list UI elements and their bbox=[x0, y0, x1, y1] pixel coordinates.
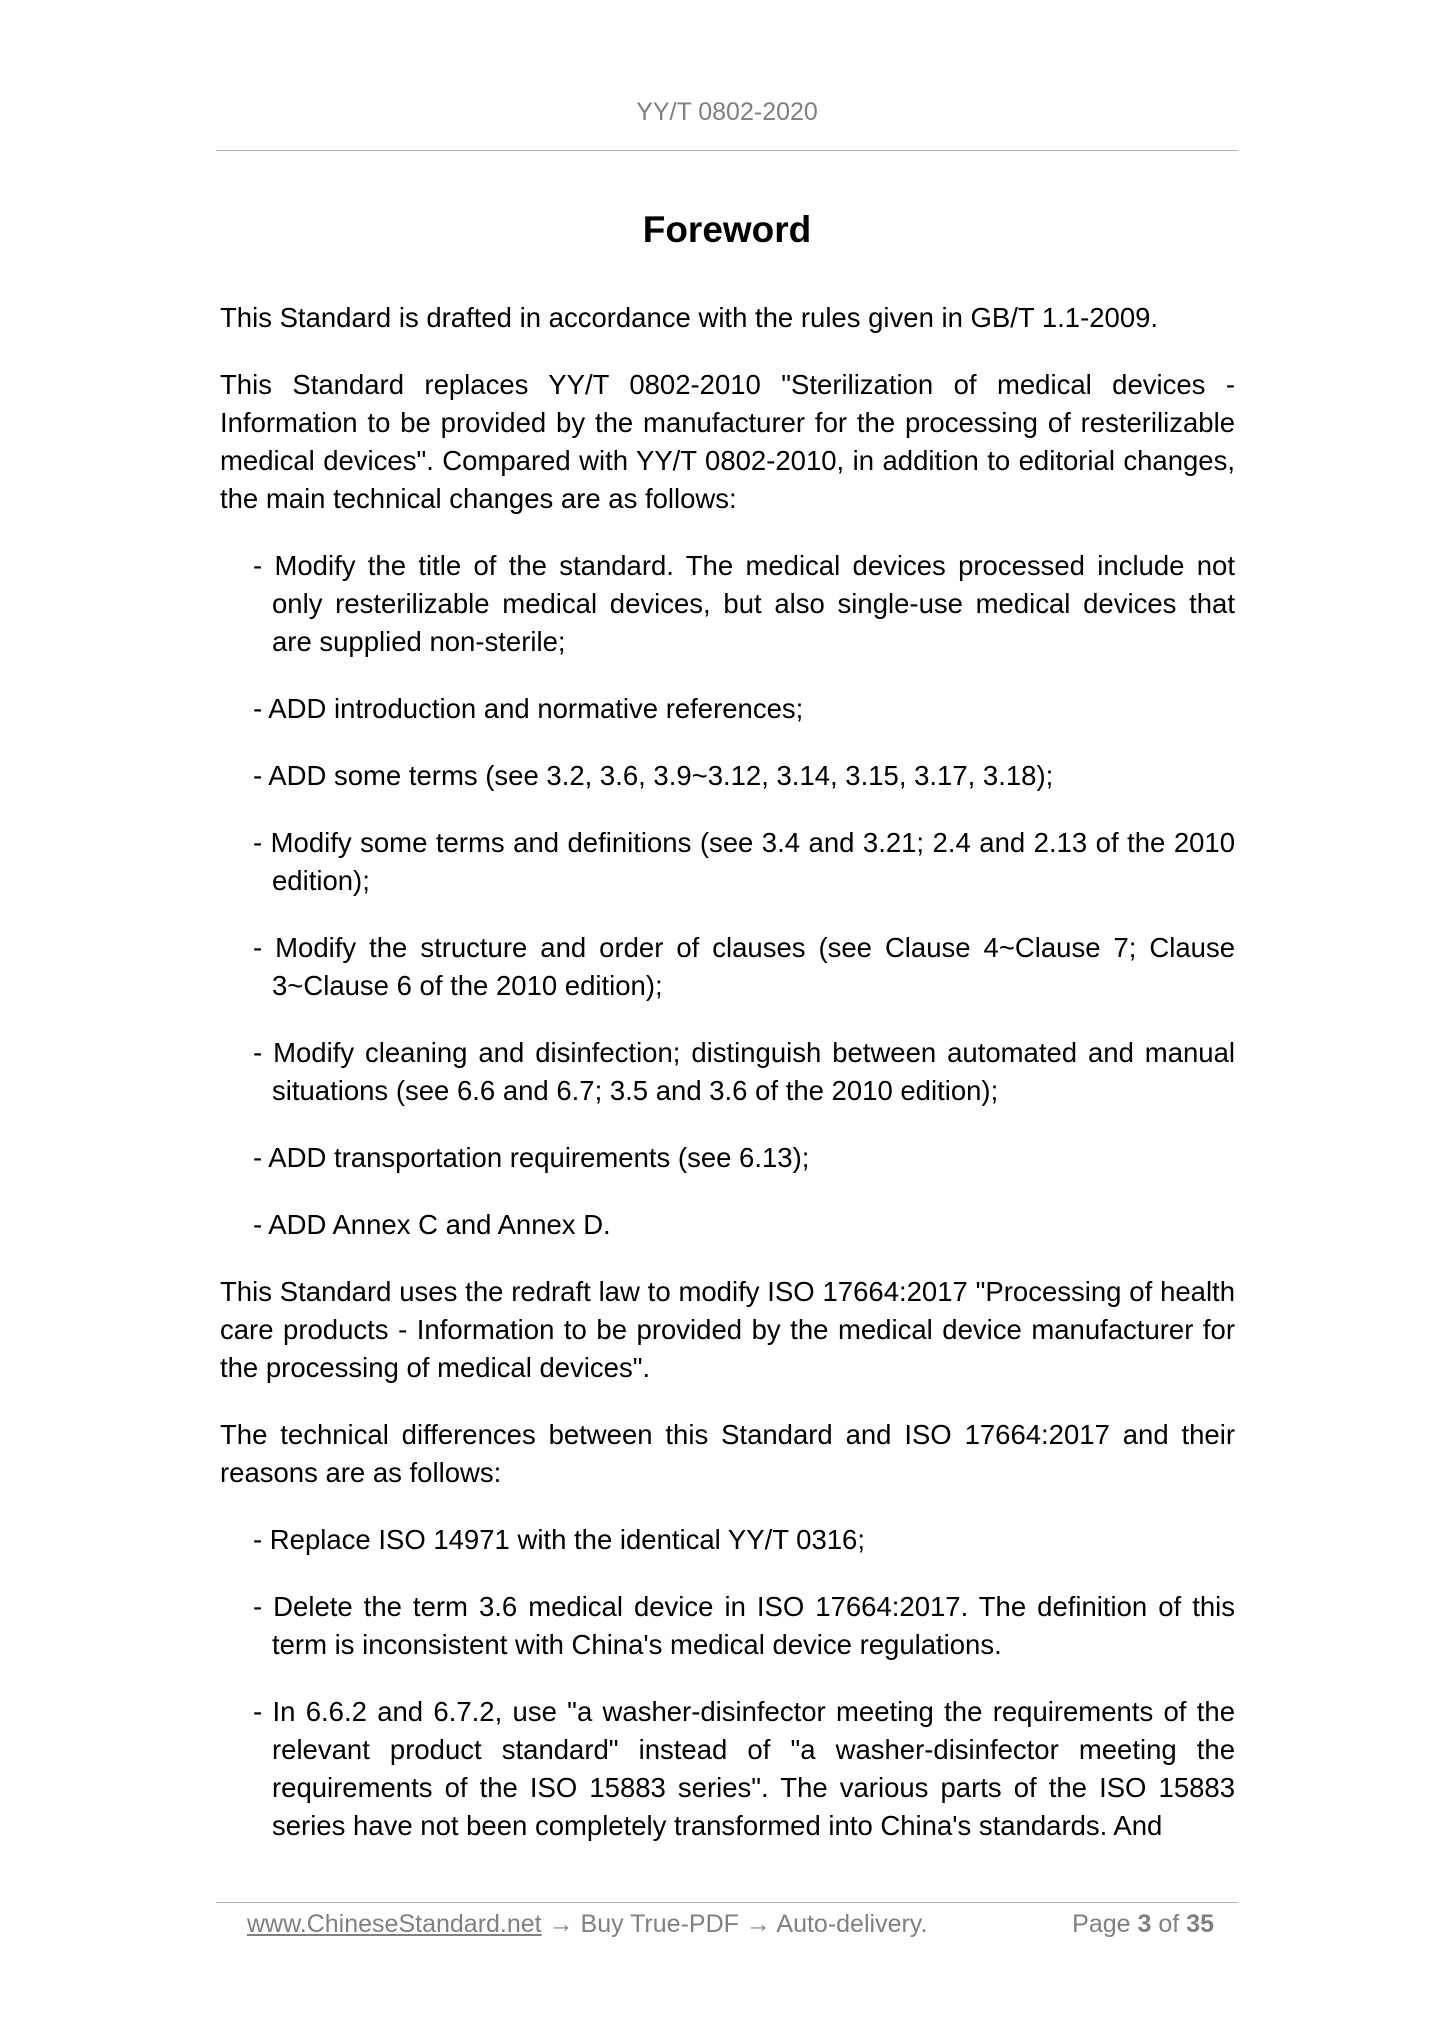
page-header: YY/T 0802-2020 bbox=[636, 98, 818, 126]
page-number bbox=[1072, 1906, 1214, 1942]
paragraph: This Standard uses the redraft law to modify ISO 17664:2017 "Processing of health care products - Information to be provided by the medical device manufacturer for the processing of medical devices". bbox=[220, 1276, 1235, 1383]
list-item: - Modify some terms and definitions (see 3.4 and 3.21; 2.4 and 2.13 of the 2010 edition); bbox=[253, 827, 1235, 896]
list-item: - Replace ISO 14971 with the identical YY/T 0316; bbox=[253, 1524, 865, 1555]
document-body bbox=[220, 299, 1235, 1874]
page-label: Page bbox=[1072, 1910, 1131, 1938]
header-divider bbox=[216, 150, 1238, 151]
paragraph: This Standard replaces YY/T 0802-2010 "Sterilization of medical devices - Information to be provided by the manufacturer for the processing of resterilizable medical devices". Compared with YY/T 0802-2010, in addition to editorial changes, the main technical changes are as follows: bbox=[220, 369, 1235, 514]
list-item: - Delete the term 3.6 medical device in ISO 17664:2017. The definition of this term is inconsistent with China's medical device regulations. bbox=[253, 1591, 1235, 1660]
list-item: - ADD transportation requirements (see 6.13); bbox=[253, 1142, 810, 1173]
list-item: - ADD some terms (see 3.2, 3.6, 3.9~3.12, 3.14, 3.15, 3.17, 3.18); bbox=[253, 760, 1054, 791]
footer-promo-text: → Buy True-PDF → Auto-delivery. bbox=[541, 1910, 928, 1938]
page-title: Foreword bbox=[642, 209, 812, 250]
list-item: - Modify the title of the standard. The medical devices processed include not only resterilizable medical devices, but also single-use medical devices that are supplied non-sterile; bbox=[253, 550, 1235, 657]
website-link[interactable]: www.ChineseStandard.net bbox=[247, 1910, 542, 1938]
list-item: - ADD introduction and normative references; bbox=[253, 693, 804, 724]
page-footer bbox=[247, 1906, 1222, 1942]
paragraph: The technical differences between this Standard and ISO 17664:2017 and their reasons are as follows: bbox=[220, 1419, 1235, 1488]
page-of-label: of bbox=[1158, 1910, 1180, 1938]
list-item: - Modify cleaning and disinfection; distinguish between automated and manual situations (see 6.6 and 6.7; 3.5 and 3.6 of the 2010 edition); bbox=[253, 1037, 1235, 1106]
paragraph: This Standard is drafted in accordance with the rules given in GB/T 1.1-2009. bbox=[220, 302, 1159, 333]
page-total: 35 bbox=[1186, 1910, 1214, 1938]
list-item: - In 6.6.2 and 6.7.2, use "a washer-disinfector meeting the requirements of the relevant product standard" instead of "a washer-disinfector meeting the requirements of the ISO 15883 series". The various parts of the ISO 15883 series have not been completely transformed into China's standards. And bbox=[253, 1696, 1235, 1841]
footer-divider bbox=[216, 1902, 1238, 1903]
list-item: - ADD Annex C and Annex D. bbox=[253, 1209, 611, 1240]
list-item: - Modify the structure and order of clauses (see Clause 4~Clause 7; Clause 3~Clause 6 of the 2010 edition); bbox=[253, 932, 1235, 1001]
page-current: 3 bbox=[1137, 1910, 1152, 1938]
